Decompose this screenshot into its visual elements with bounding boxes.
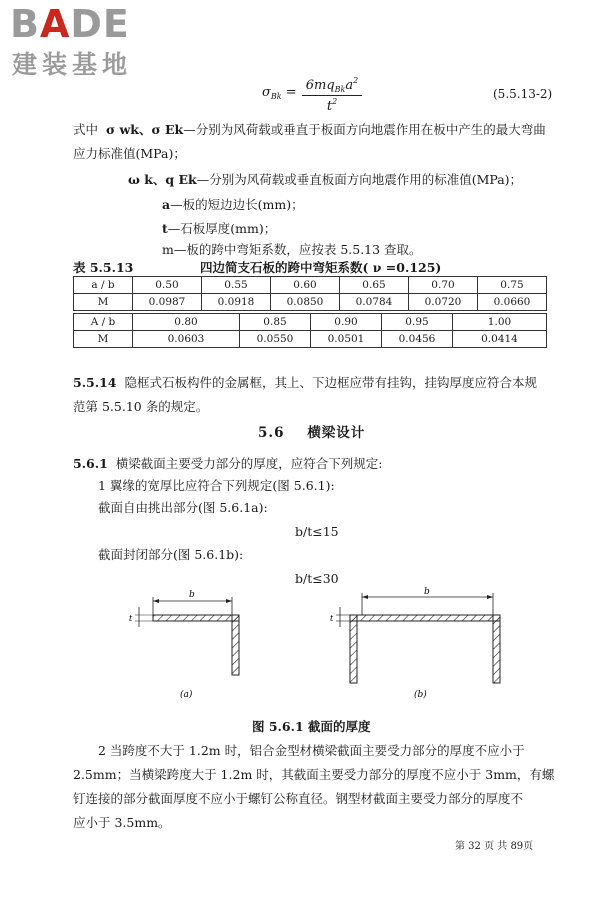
figure-section-a (125, 585, 255, 705)
clause-5-5-14: 5.5.14 隐框式石板构件的金属框，其上、下边框应带有挂钩，挂钩厚度应符合本规 (73, 375, 537, 390)
definition-a: a—板的短边边长(mm)； (162, 197, 304, 212)
figure-section-b (328, 585, 508, 705)
section-heading: 5.6 横梁设计 (258, 425, 366, 441)
clause-5-5-14-cont: 范第 5.5.10 条的规定。 (73, 399, 209, 414)
table-label: 表 5.5.13 (73, 260, 134, 275)
formula-b-t-15: b/t≤15 (295, 524, 339, 539)
table-row: A / b 0.80 0.85 0.90 0.95 1.00 (74, 314, 547, 331)
definition-sigma: 式中 σ wk、σ Ek—分别为风荷载或垂直于板面方向地震作用在板中产生的最大弯曲 (73, 122, 546, 137)
figure-title: 图 5.6.1 截面的厚度 (252, 719, 371, 734)
definition-m: m—板的跨中弯矩系数，应按表 5.5.13 查取。 (162, 242, 422, 257)
table-row: M 0.0603 0.0550 0.0501 0.0456 0.0414 (74, 331, 547, 348)
table-row: a / b 0.50 0.55 0.60 0.65 0.70 0.75 (74, 277, 547, 294)
coefficient-table-upper (73, 276, 547, 311)
dimension-label-t: t (129, 614, 133, 623)
clause-5-6-1: 5.6.1 横梁截面主要受力部分的厚度，应符合下列规定: (73, 456, 383, 471)
logo: BADE (10, 2, 130, 46)
clause-item-1: 1 翼缘的宽厚比应符合下列规定(图 5.6.1): (98, 478, 335, 493)
clause-item-2-line3: 钉连接的部分截面厚度不应小于螺钉公称直径。钢型材截面主要受力部分的厚度不 (73, 791, 524, 806)
clause-item-2-line4: 应小于 3.5mm。 (73, 815, 171, 830)
page-footer: 第 32 页 共 89页 (455, 841, 534, 852)
formula-b-t-30: b/t≤30 (295, 571, 339, 586)
clause-item-1a: 截面自由挑出部分(图 5.6.1a): (98, 500, 268, 515)
coefficient-table-lower (73, 313, 547, 348)
formula-number: (5.5.13-2) (493, 87, 553, 101)
definition-sigma-cont: 应力标准值(MPa)； (73, 146, 186, 161)
definition-omega: ω k、q Ek—分别为风荷载或垂直板面方向地震作用的标准值(MPa)； (128, 172, 523, 187)
clause-item-1b: 截面封闭部分(图 5.6.1b): (98, 547, 244, 562)
logo-subtitle: 建装基地 (12, 50, 133, 79)
caption-a: (a) (180, 690, 193, 700)
clause-item-2-line2: 2.5mm；当横梁跨度大于 1.2m 时，其截面主要受力部分的厚度不应小于 3mm，有螺 (73, 767, 555, 782)
table-title: 四边简支石板的跨中弯矩系数( ν =0.125) (200, 260, 442, 275)
clause-item-2: 2 当跨度不大于 1.2m 时，铝合金型材横梁截面主要受力部分的厚度不应小于 (98, 743, 525, 758)
dimension-label-b: b (189, 590, 195, 600)
caption-b: (b) (414, 690, 427, 700)
dimension-label-b: b (424, 587, 430, 597)
dimension-label-t: t (330, 614, 334, 623)
table-row: M 0.0987 0.0918 0.0850 0.0784 0.0720 0.0660 (74, 294, 547, 311)
definition-t: t—石板厚度(mm)； (162, 221, 277, 236)
